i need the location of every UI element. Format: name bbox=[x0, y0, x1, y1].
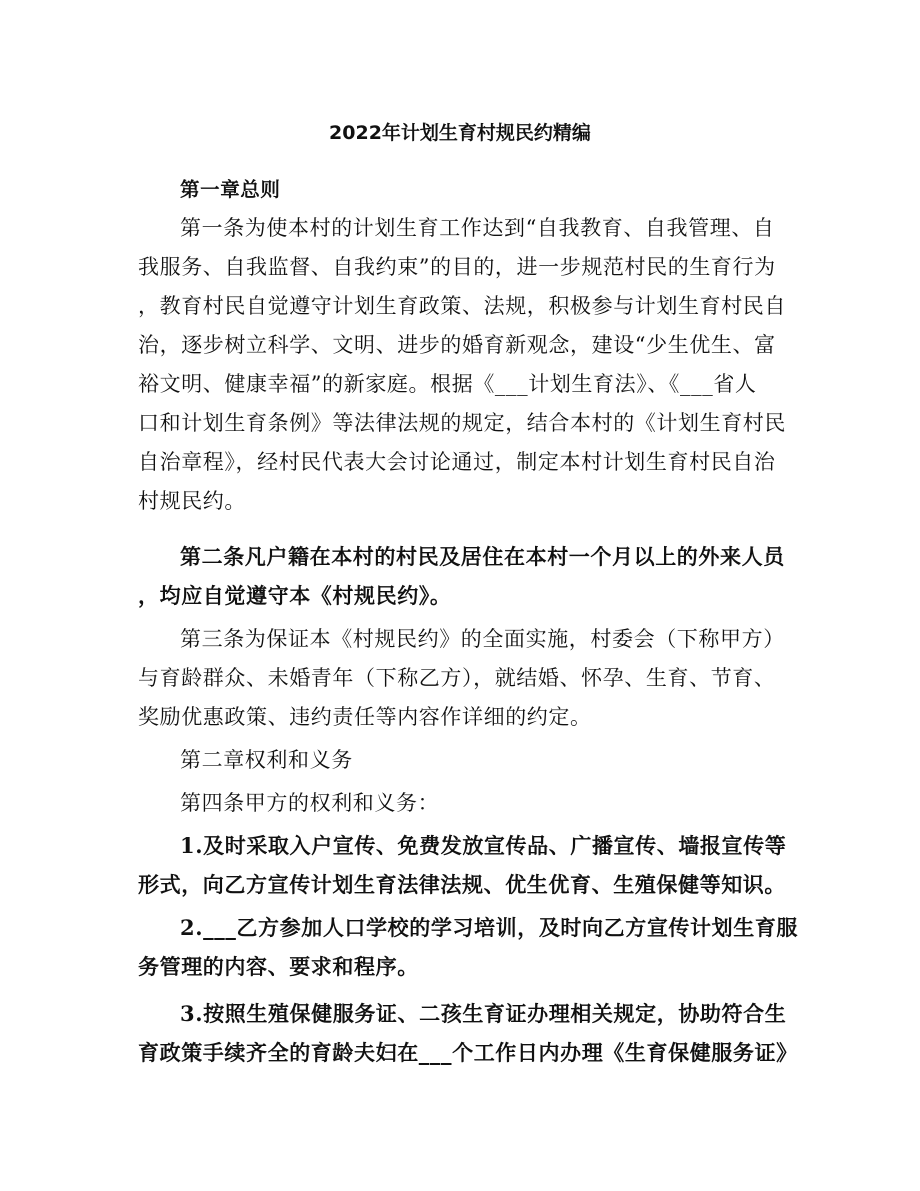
item3-line: 3.按照生殖保健服务证、二孩生育证办理相关规定，协助符合生 bbox=[180, 1001, 787, 1026]
article1-line: 村规民约。 bbox=[138, 489, 246, 513]
article1-line: 我服务、自我监督、自我约束”的目的，进一步规范村民的生育行为 bbox=[138, 255, 776, 279]
item2-line: 务管理的内容、要求和程序。 bbox=[138, 954, 419, 979]
article1-paragraph bbox=[138, 209, 786, 521]
item1-paragraph bbox=[138, 826, 787, 904]
article1-line: 自治章程》，经村民代表大会讨论通过，制定本村计划生育村民自治 bbox=[138, 450, 776, 474]
item2-line: 2.___乙方参加人口学校的学习培训，及时向乙方宣传计划生育服 bbox=[180, 915, 799, 940]
chapter1-heading: 第一章总则 bbox=[180, 178, 281, 201]
article1-line: 口和计划生育条例》等法律法规的规定，结合本村的《计划生育村民 bbox=[138, 411, 786, 435]
article1-line: 治，逐步树立科学、文明、进步的婚育新观念，建设“少生优生、富 bbox=[138, 333, 776, 357]
article2-line: 第二条凡户籍在本村的村民及居住在本村一个月以上的外来人员 bbox=[180, 544, 785, 569]
item1-line: 形式，向乙方宣传计划生育法律法规、优生优育、生殖保健等知识。 bbox=[138, 872, 786, 897]
article3-line: 奖励优惠政策、违约责任等内容作详细的约定。 bbox=[138, 705, 592, 729]
item2-paragraph bbox=[138, 908, 799, 986]
chapter2-heading: 第二章权利和义务 bbox=[180, 748, 353, 772]
item3-line: 育政策手续齐全的育龄夫妇在___个工作日内办理《生育保健服务证》 bbox=[138, 1040, 798, 1065]
article4-heading: 第四条甲方的权利和义务： bbox=[180, 791, 440, 815]
article2-paragraph bbox=[138, 537, 783, 615]
article1-line: 第一条为使本村的计划生育工作达到“自我教育、自我管理、自 bbox=[180, 216, 775, 240]
document-title: 2022年计划生育村规民约精编 bbox=[329, 122, 591, 144]
article2-line: ，均应自觉遵守本《村规民约》。 bbox=[138, 583, 452, 608]
item3-paragraph bbox=[138, 994, 798, 1072]
article3-line: 第三条为保证本《村规民约》的全面实施，村委会（下称甲方） bbox=[180, 627, 785, 651]
article3-line: 与育龄群众、未婚青年（下称乙方），就结婚、怀孕、生育、节育、 bbox=[138, 666, 776, 690]
article1-line: 裕文明、健康幸福”的新家庭。根据《___计划生育法》、《___省人 bbox=[138, 372, 757, 396]
item1-line: 1.及时采取入户宣传、免费发放宣传品、广播宣传、墙报宣传等 bbox=[180, 833, 787, 858]
article1-line: ，教育村民自觉遵守计划生育政策、法规，积极参与计划生育村民自 bbox=[138, 294, 786, 318]
article3-paragraph bbox=[138, 620, 783, 737]
